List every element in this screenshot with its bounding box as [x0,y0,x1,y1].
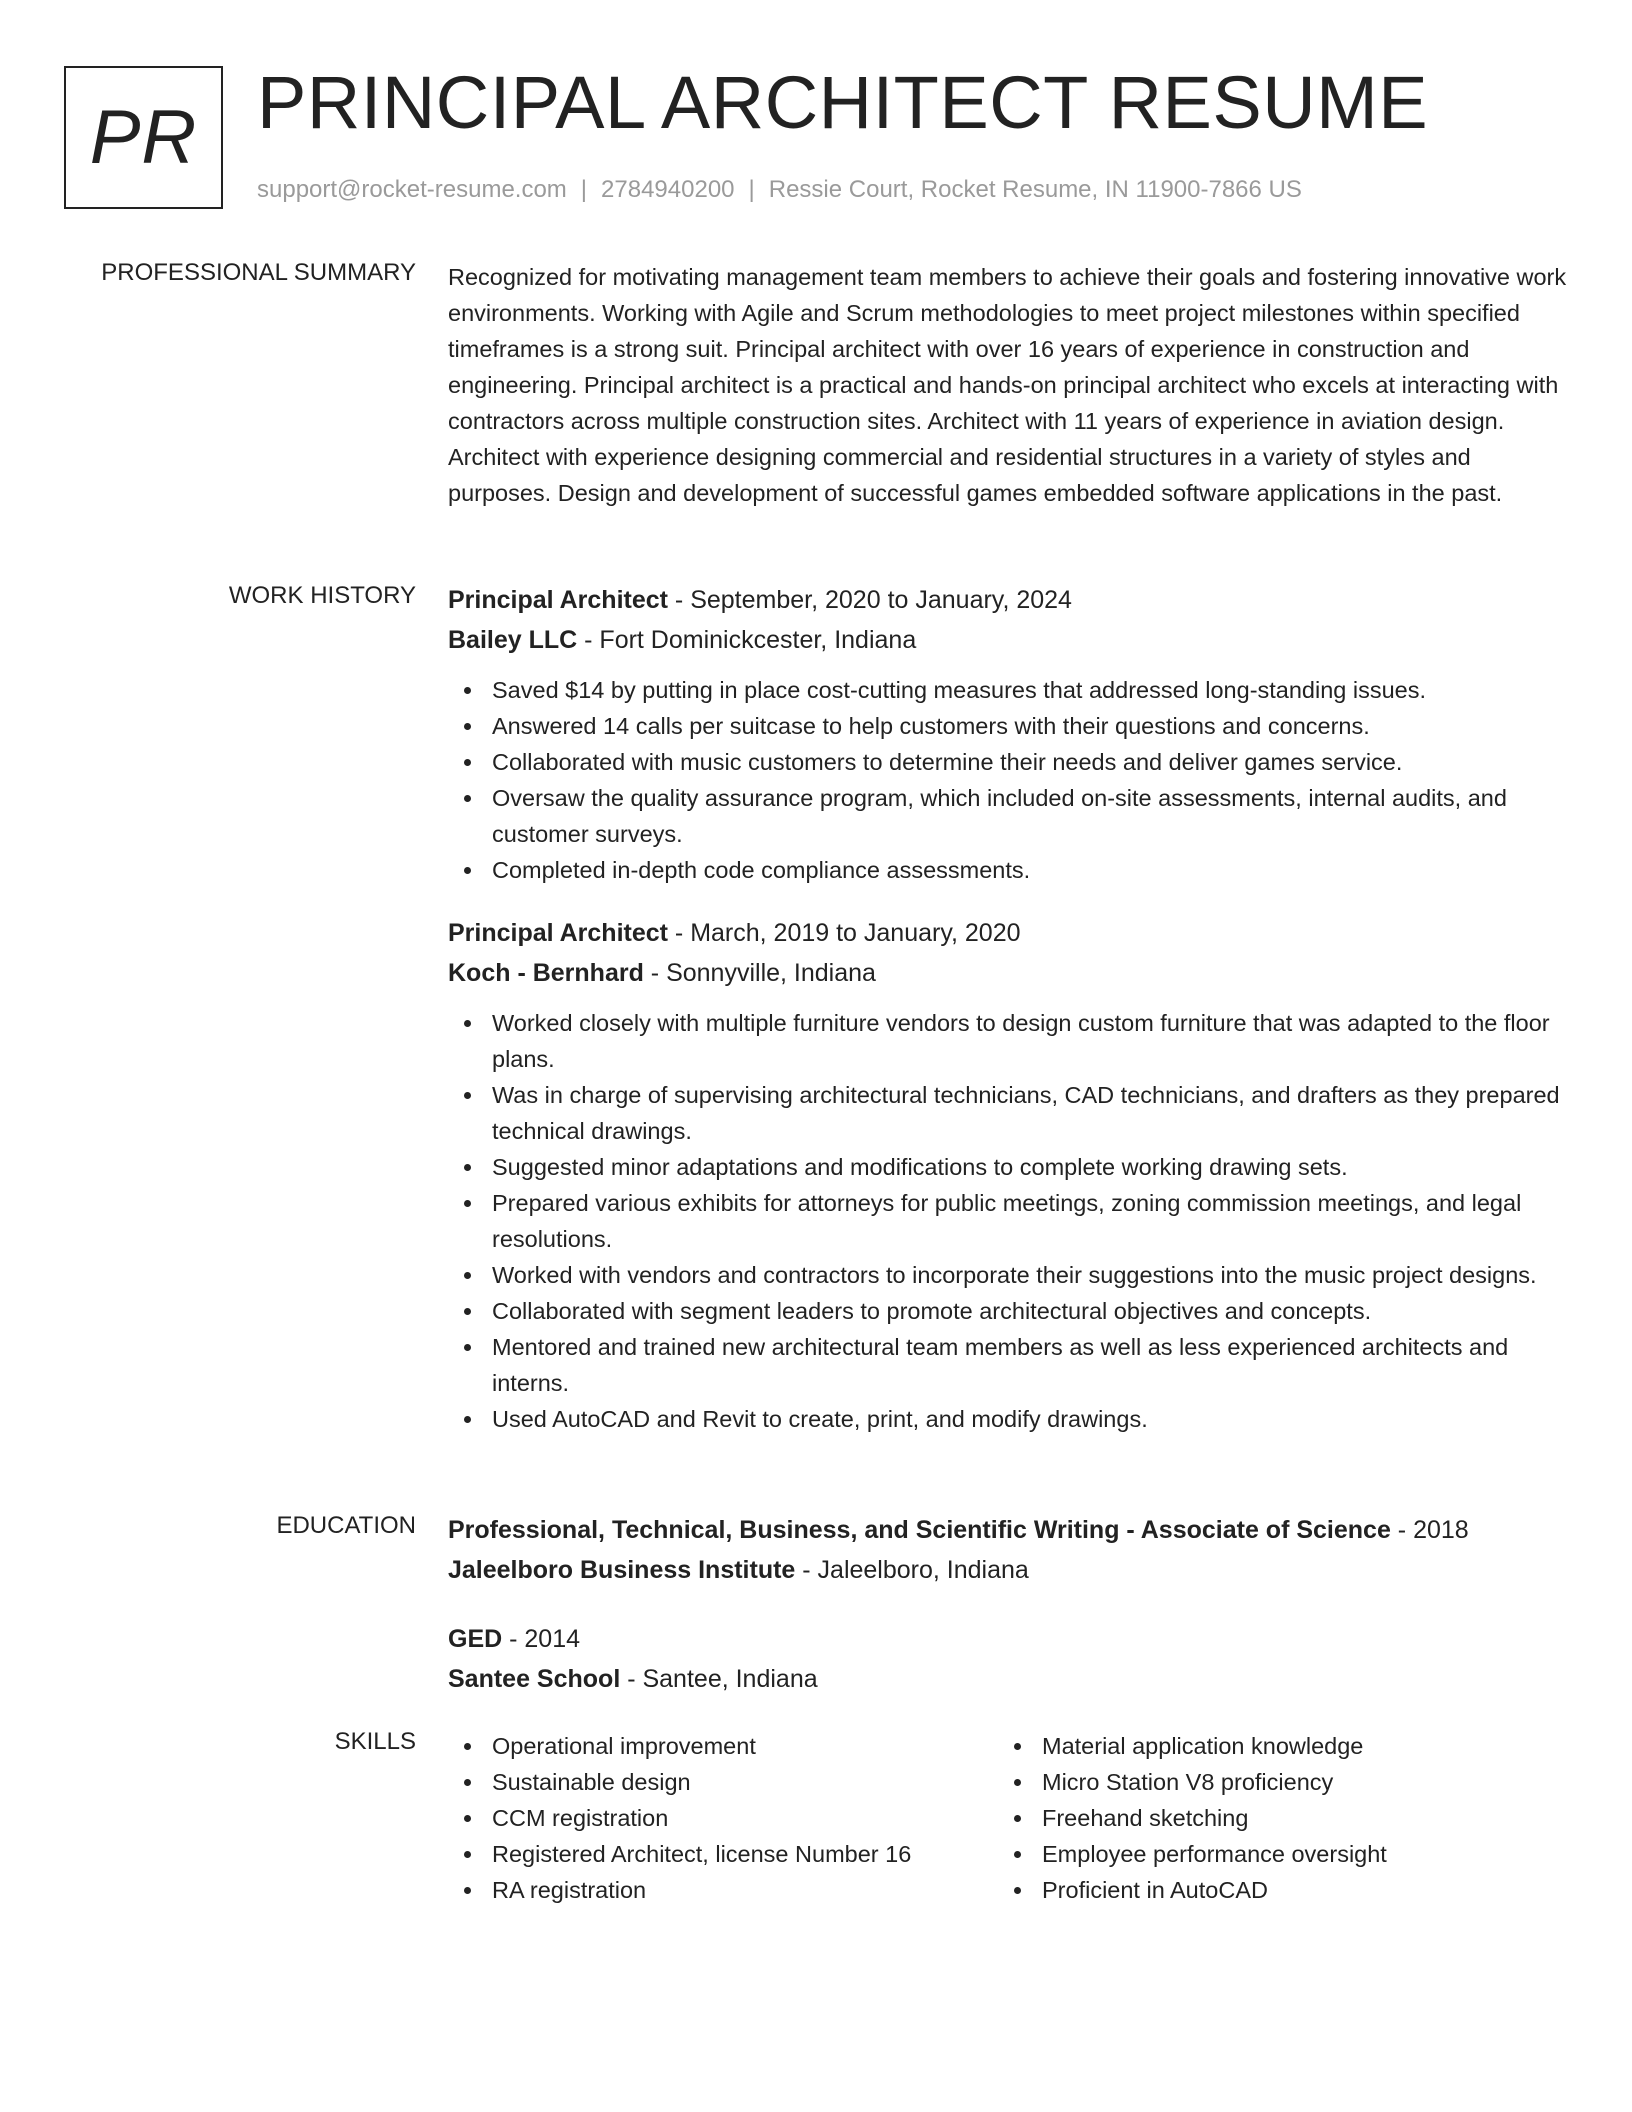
degree-year: - 2018 [1390,1516,1469,1544]
skills-grid [448,1728,1570,1908]
education-body [448,1510,1570,1699]
job-location: - Fort Dominickcester, Indiana [577,626,917,654]
job-entry [448,913,1570,1437]
school-name: Jaleelboro Business Institute [448,1556,796,1584]
list-item: Sustainable design [448,1764,998,1800]
job-dates: - September, 2020 to January, 2024 [667,586,1072,614]
list-item: Proficient in AutoCAD [998,1872,1548,1908]
job-company-line [448,620,1570,660]
contact-separator: | [748,176,755,203]
education-entry [448,1510,1570,1590]
list-item: Answered 14 calls per suitcase to help customers with their questions and concerns. [448,708,1570,744]
job-location: - Sonnyville, Indiana [643,959,876,987]
list-item: Used AutoCAD and Revit to create, print, and modify drawings. [448,1401,1570,1437]
degree-name: Professional, Technical, Business, and Scientific Writing - Associate of Science [448,1516,1391,1544]
list-item: Operational improvement [448,1728,998,1764]
job-company-line [448,953,1570,993]
section-label-education: EDUCATION [276,1512,416,1539]
list-item: Micro Station V8 proficiency [998,1764,1548,1800]
job-title-line [448,580,1570,620]
school-location: - Santee, Indiana [620,1665,818,1693]
job-company: Koch - Bernhard [448,959,644,987]
contact-phone[interactable]: 2784940200 [601,176,735,203]
list-item: Registered Architect, license Number 16 [448,1836,998,1872]
summary-text: Recognized for motivating management team members to achieve their goals and fostering innovative work environments. Working with Agile and Scrum methodologies to meet project milestones within specified timeframes is a strong suit. Principal architect with over 16 years of experience in construction and engineering. Principal architect is a practical and hands-on principal architect who excels at interacting with contractors across multiple construction sites. Architect with 11 years of experience in aviation design. Architect with experience designing commercial and residential structures in a variety of styles and purposes. Design and development of successful games embedded software applications in the past. [448,264,1567,506]
page-title: PRINCIPAL ARCHITECT RESUME [257,61,1429,144]
skills-list [998,1728,1548,1908]
list-item: RA registration [448,1872,998,1908]
list-item: Worked with vendors and contractors to incorporate their suggestions into the music project designs. [448,1257,1570,1293]
list-item: Collaborated with music customers to determine their needs and deliver games service. [448,744,1570,780]
job-title-line [448,913,1570,953]
degree-line [448,1510,1570,1550]
list-item: CCM registration [448,1800,998,1836]
list-item: Prepared various exhibits for attorneys for public meetings, zoning commission meetings, and legal resolutions. [448,1185,1570,1257]
skills-column-right [998,1728,1548,1908]
contact-separator: | [580,176,588,203]
list-item: Worked closely with multiple furniture vendors to design custom furniture that was adapted to the floor plans. [448,1005,1570,1077]
section-label-work-history: WORK HISTORY [228,582,416,609]
job-bullet-list [448,1005,1570,1437]
education-entry [448,1619,1570,1699]
list-item: Oversaw the quality assurance program, which included on-site assessments, internal audits, and customer surveys. [448,780,1570,852]
skills-body [448,1728,1570,1908]
job-entry [448,580,1570,888]
school-line [448,1659,1570,1699]
work-history-body [448,580,1570,1437]
school-name: Santee School [448,1665,621,1693]
contact-line [257,176,1302,204]
contact-email[interactable]: support@rocket-resume.com [257,176,567,203]
school-location: - Jaleelboro, Indiana [795,1556,1029,1584]
summary-body [448,259,1570,511]
job-company: Bailey LLC [448,626,578,654]
school-line [448,1550,1570,1590]
list-item: Employee performance oversight [998,1836,1548,1872]
job-dates: - March, 2019 to January, 2020 [667,919,1021,947]
job-title: Principal Architect [448,919,668,947]
job-bullet-list [448,672,1570,888]
degree-name: GED [448,1625,503,1653]
job-title: Principal Architect [448,586,668,614]
resume-header [64,61,1564,211]
list-item: Freehand sketching [998,1800,1548,1836]
list-item: Suggested minor adaptations and modifications to complete working drawing sets. [448,1149,1570,1185]
monogram-logo: PR [64,66,223,209]
skills-column-left [448,1728,998,1908]
contact-address: Ressie Court, Rocket Resume, IN 11900-7866 US [768,176,1302,203]
list-item: Was in charge of supervising architectural technicians, CAD technicians, and drafters as they prepared technical drawings. [448,1077,1570,1149]
list-item: Collaborated with segment leaders to promote architectural objectives and concepts. [448,1293,1570,1329]
list-item: Mentored and trained new architectural team members as well as less experienced architects and interns. [448,1329,1570,1401]
list-item: Saved $14 by putting in place cost-cutting measures that addressed long-standing issues. [448,672,1570,708]
section-label-summary: PROFESSIONAL SUMMARY [101,259,416,286]
degree-year: - 2014 [502,1625,581,1653]
skills-list [448,1728,998,1908]
list-item: Material application knowledge [998,1728,1548,1764]
list-item: Completed in-depth code compliance assessments. [448,852,1570,888]
section-label-skills: SKILLS [334,1728,416,1755]
degree-line [448,1619,1570,1659]
